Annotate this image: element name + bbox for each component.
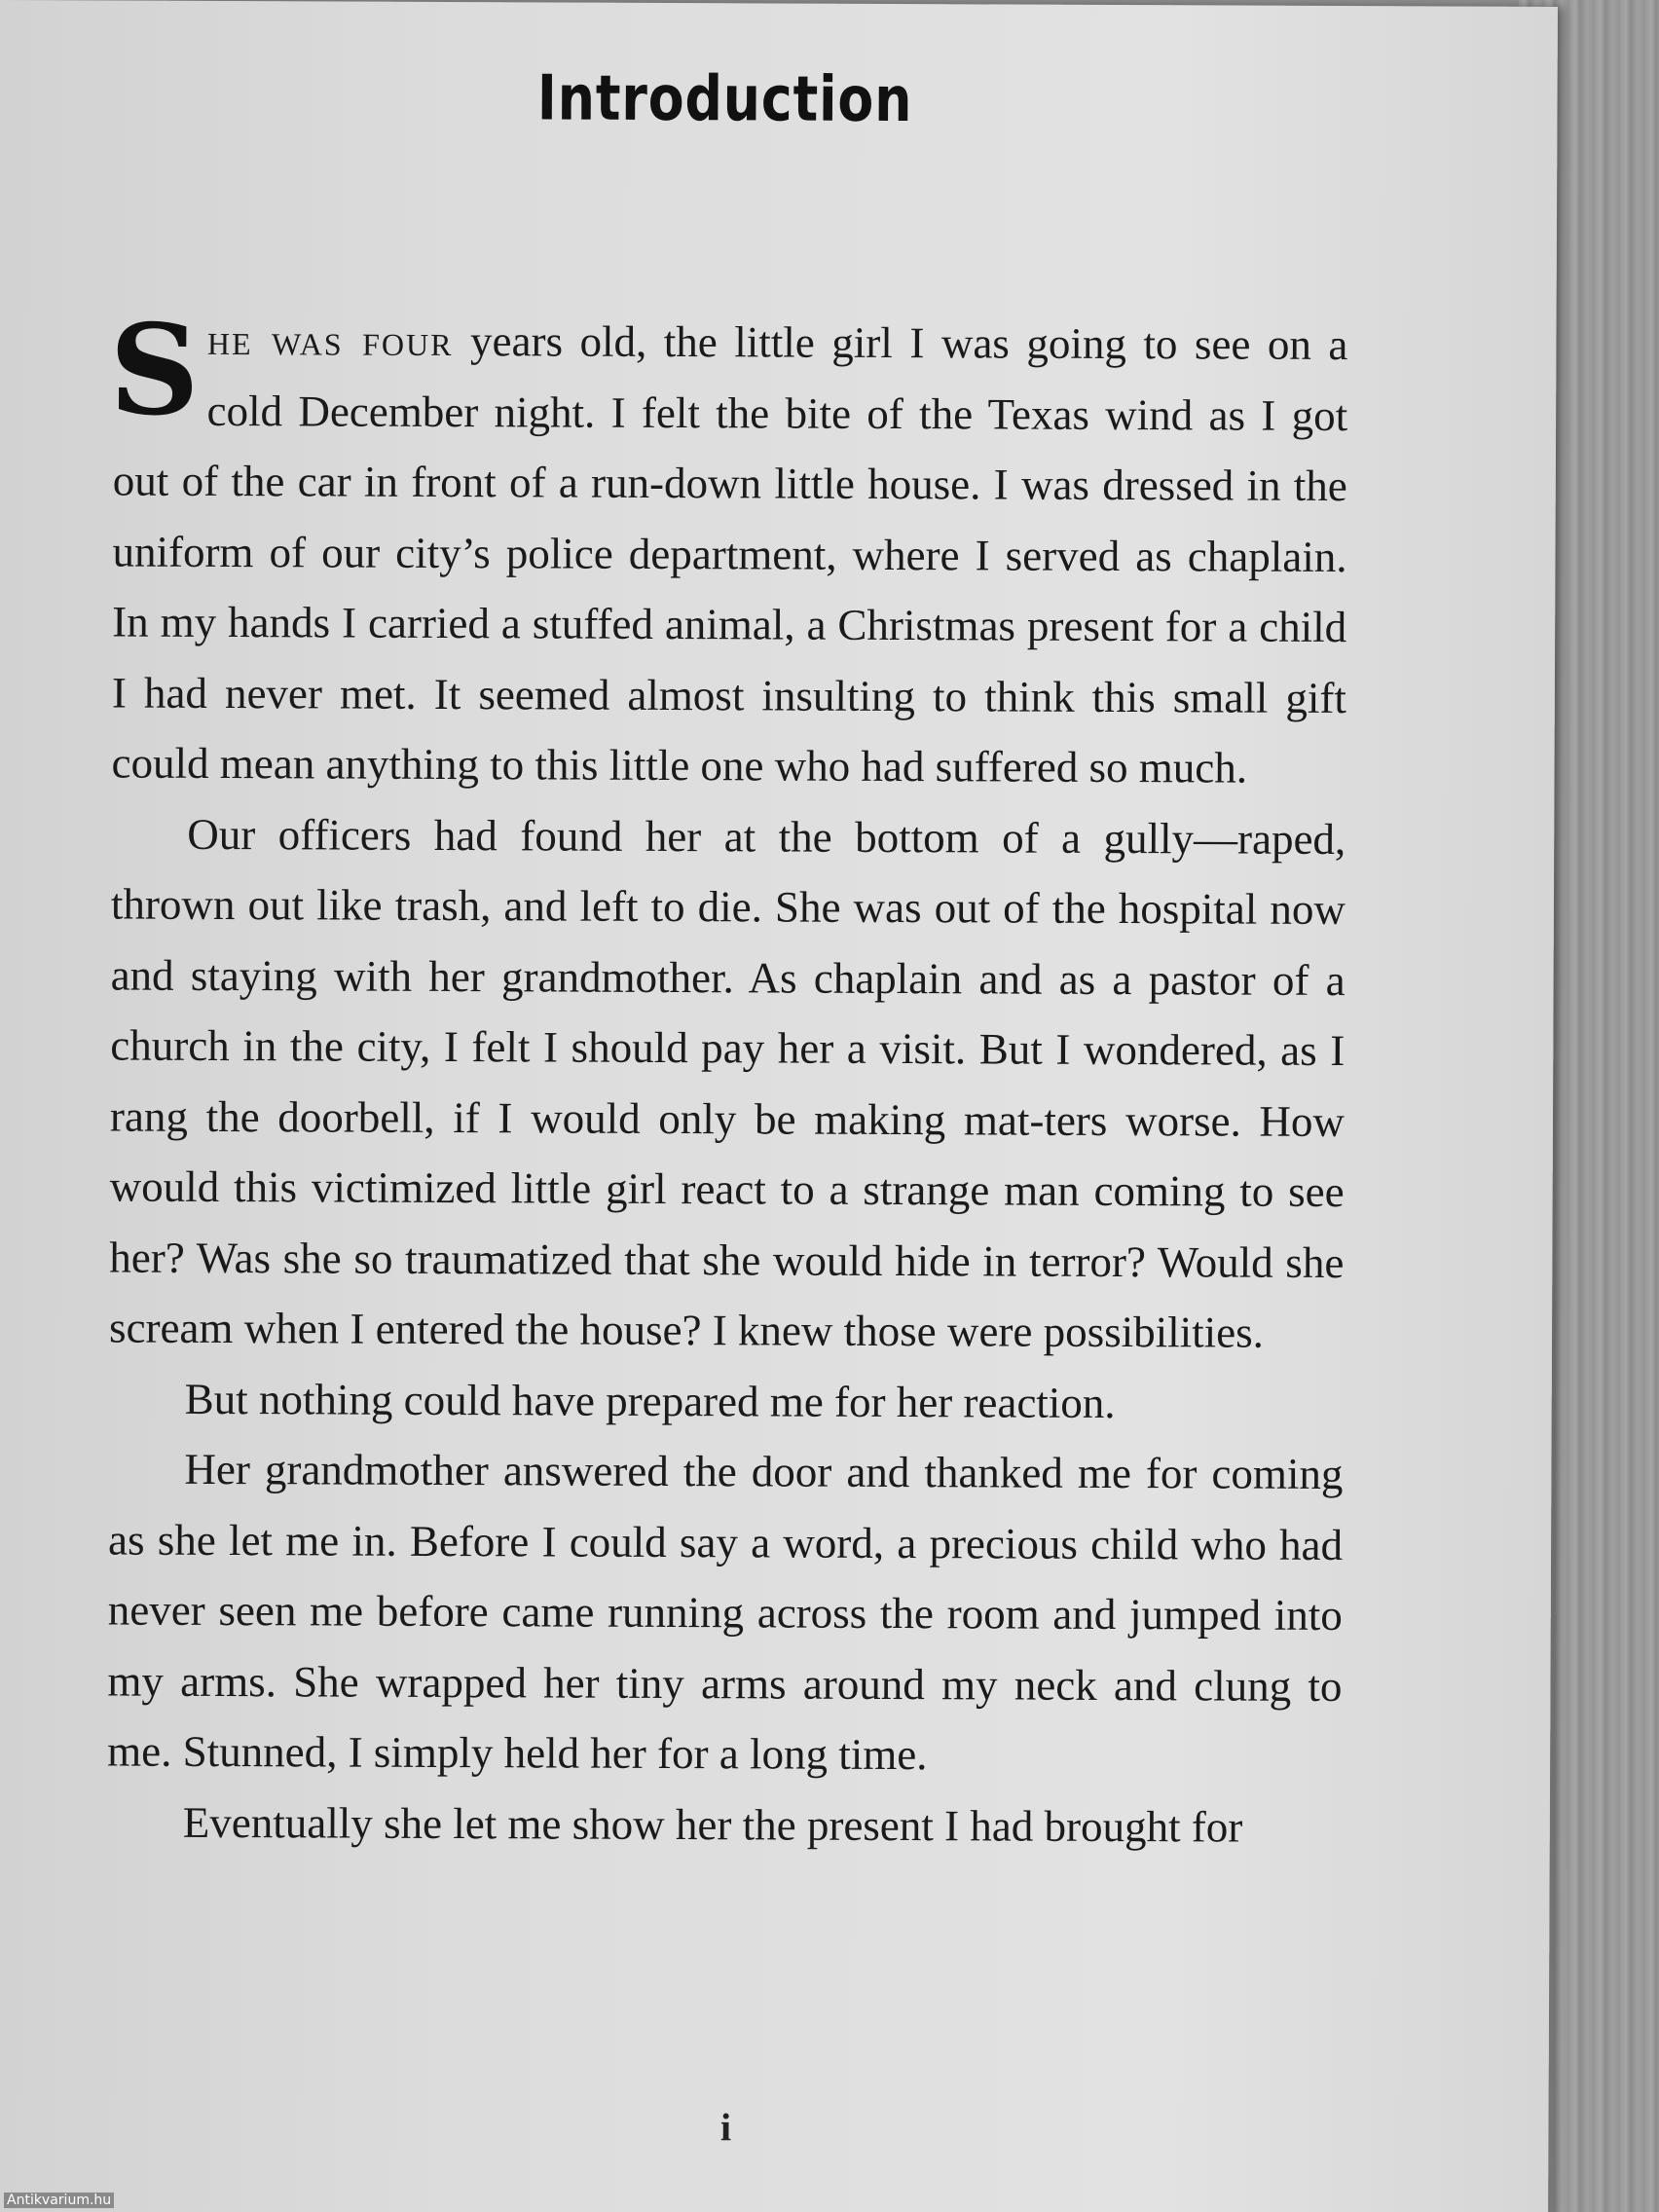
- paragraph-5: Eventually she let me show her the present I had brought for: [182, 1797, 1243, 1852]
- watermark: Antikvarium.hu: [4, 2193, 114, 2208]
- body-text: [107, 297, 1348, 1863]
- paragraph-1: [109, 297, 1348, 804]
- small-caps-lead: he was four: [206, 314, 454, 366]
- page-number: i: [719, 2105, 732, 2150]
- chapter-title: Introduction: [536, 62, 913, 137]
- paragraph-1-text: years old, the little girl I was going to see on a cold December night. I felt the bite of the Texas wind as I got out of the car in front of a run-down little house. I was dressed in the uniform of our city’s police department, where I served as chaplain. In my hands I carried a stuffed animal, a Christmas present for a child I had never met. It seemed almost insulting to think this small gift could mean anything to this little one who had suffered so much.: [111, 316, 1348, 793]
- paragraph-4: Her grandmother answered the door and thanked me for coming as she let me in. Before I could say a word, a precious child who had never seen me before came running across the room and jumped into my arms. She wrapped her tiny arms around my neck and clung to me. Stunned, I simply held her for a long time.: [107, 1444, 1344, 1780]
- paragraph-3: But nothing could have prepared me for her reaction.: [184, 1374, 1116, 1427]
- drop-cap: S: [109, 297, 201, 444]
- paragraph-2: Our officers had found her at the bottom of a gully—raped, thrown out like trash, and left to die. She was out of the hospital now and staying with her grandmother. As chaplain and as a pastor of a church in the city, I felt I should pay her a visit. But I wondered, as I rang the doorbell, if I would only be making mat-ters worse. How would this victimized little girl react to a strange man coming to see her? Was she so traumatized that she would hide in terror? Would she scream when I entered the house? I knew those were possibilities.: [108, 809, 1346, 1357]
